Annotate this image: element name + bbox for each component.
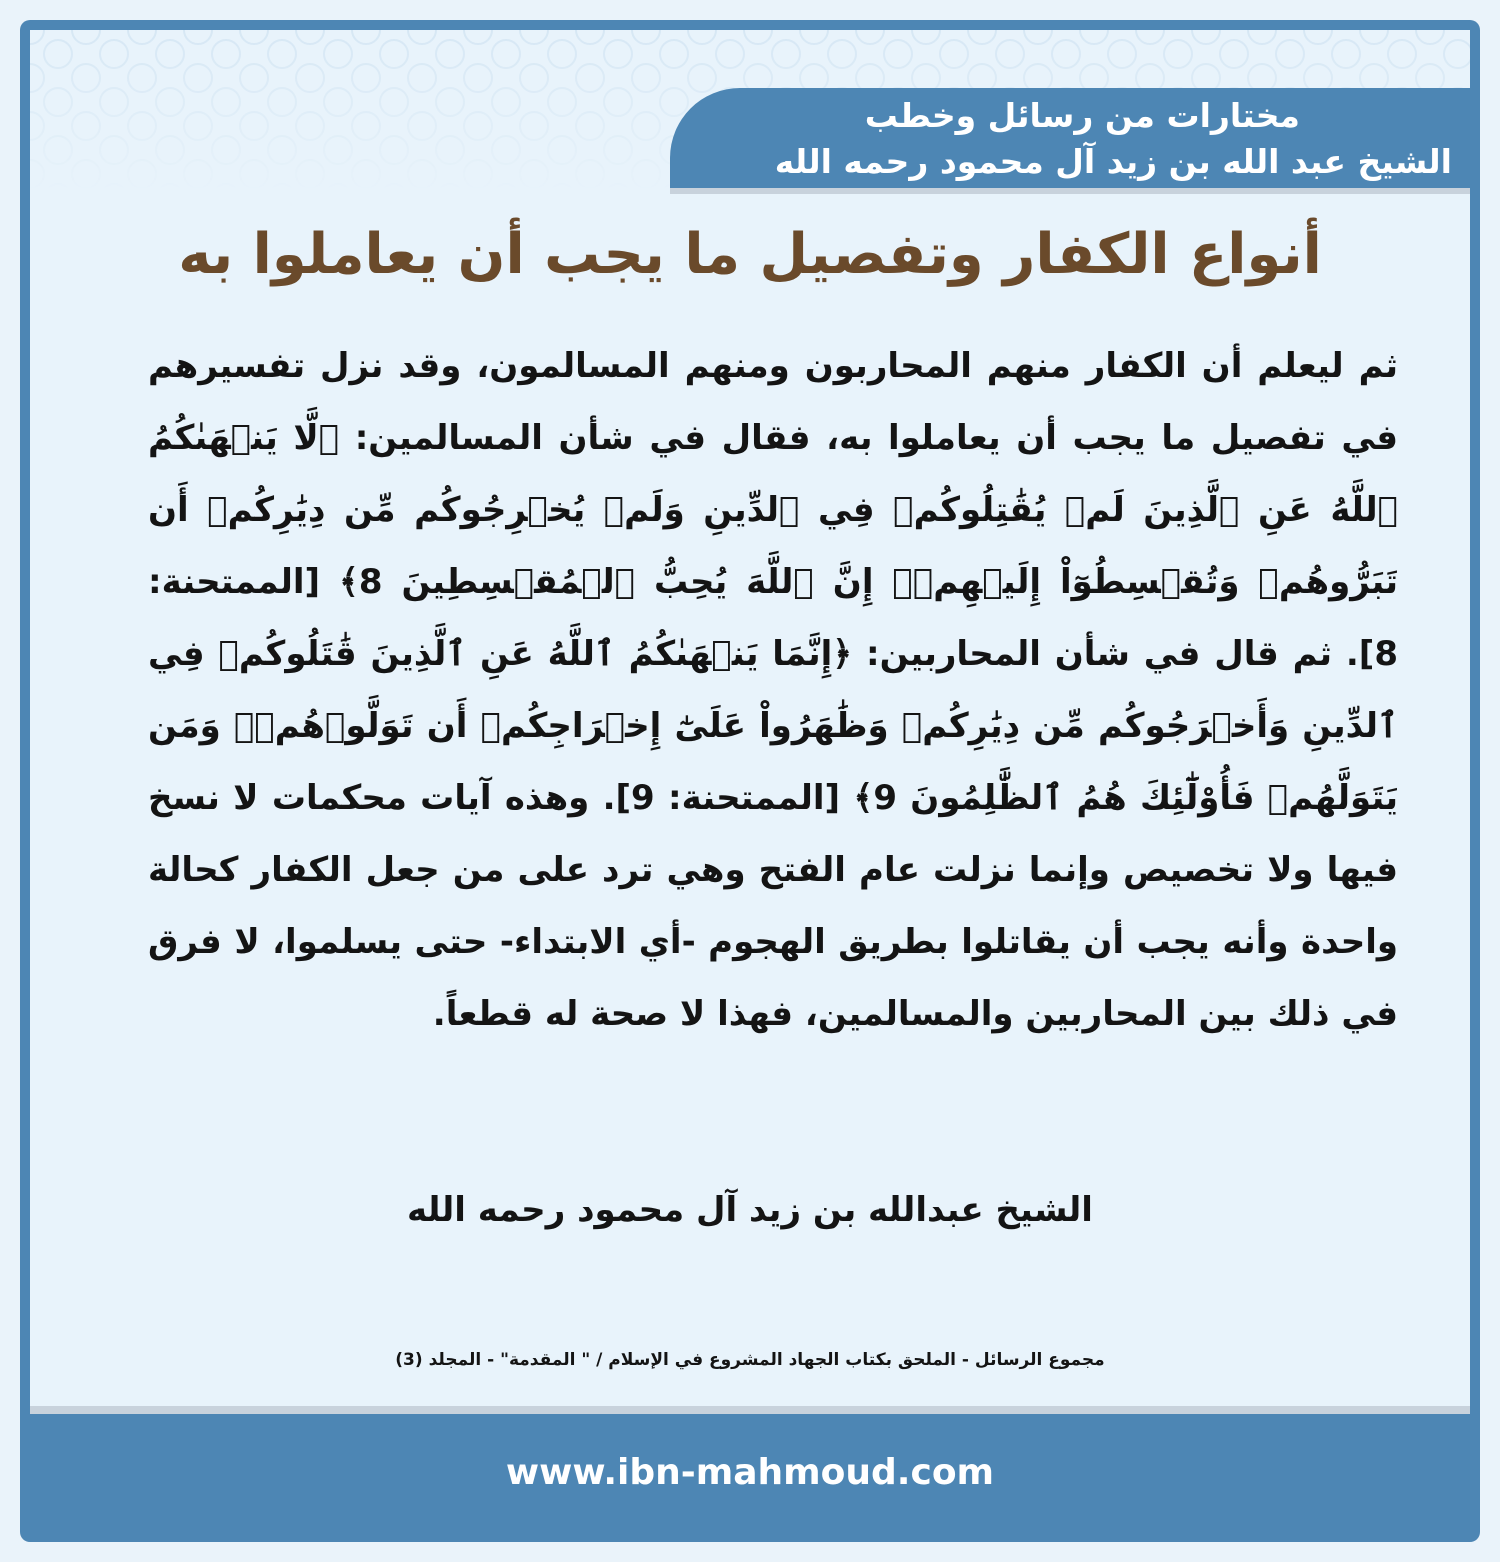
article-body: ثم ليعلم أن الكفار منهم المحاربون ومنهم المسالمون، وقد نزل تفسيرهم في تفصيل ما يجب أن يعاملوا به، فقال في شأن المسالمين: ﴿لَّا يَنۡهَىٰكُمُ ٱللَّهُ عَنِ ٱلَّذِينَ لَمۡ يُقَٰتِلُوكُمۡ فِي ٱلدِّينِ وَلَمۡ يُخۡرِجُوكُم مِّن دِيَٰرِكُمۡ أَن تَبَرُّوهُمۡ وَتُقۡسِطُوٓاْ إِلَيۡهِمۡۚ إِنَّ ٱللَّهَ يُحِبُّ ٱلۡمُقۡسِطِينَ 8﴾ [الممتحنة: 8]. ثم قال في شأن المحاربين: ﴿إِنَّمَا يَنۡهَىٰكُمُ ٱللَّهُ عَنِ ٱلَّذِينَ قَٰتَلُوكُمۡ فِي ٱلدِّينِ وَأَخۡرَجُوكُم مِّن دِيَٰرِكُمۡ وَظَٰهَرُواْ عَلَىٰٓ إِخۡرَاجِكُمۡ أَن تَوَلَّوۡهُمۡۚ وَمَن يَتَوَلَّهُمۡ فَأُوْلَٰٓئِكَ هُمُ ٱلظَّٰلِمُونَ 9﴾ [الممتحنة: 9]. وهذه آيات محكمات لا نسخ فيها ولا تخصيص وإنما نزلت عام الفتح وهي ترد على من جعل الكفار كحالة واحدة وأنه يجب أن يقاتلوا بطريق الهجوم -أي الابتداء- حتى يسلموا، لا فرق في ذلك بين المحاربين والمسالمين، فهذا لا صحة له قطعاً. (148, 346, 1399, 1034)
header-subtitle: مختارات من رسائل وخطب (864, 96, 1300, 135)
header-author: الشيخ عبد الله بن زيد آل محمود رحمه الله (774, 142, 1452, 181)
page-title: أنواع الكفار وتفصيل ما يجب أن يعاملوا به (178, 222, 1322, 287)
content-panel (30, 30, 1470, 1412)
source-citation: مجموع الرسائل - الملحق بكتاب الجهاد المشروع في الإسلام / " المقدمة" - المجلد (3) (395, 1350, 1105, 1370)
author-signature: الشيخ عبدالله بن زيد آل محمود رحمه الله (407, 1190, 1093, 1230)
footer-separator (30, 1406, 1470, 1414)
website-link[interactable]: www.ibn-mahmoud.com (505, 1452, 995, 1493)
